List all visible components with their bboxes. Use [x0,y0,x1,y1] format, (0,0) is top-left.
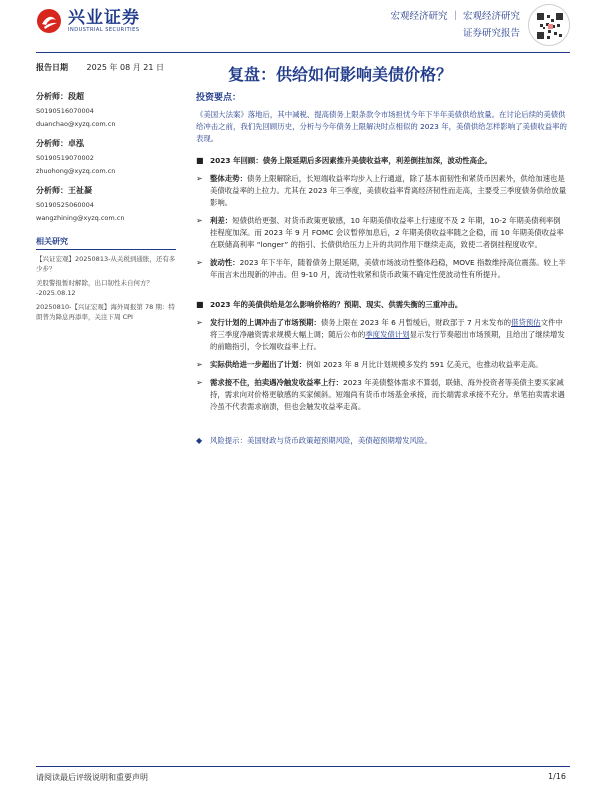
sub-point [196,257,568,281]
analyst-id: S0190519070002 [36,154,94,162]
footer-disclaimer: 请阅读最后评级说明和重要声明 [36,773,148,782]
analyst-block [36,138,176,175]
analyst-name: 分析师：卓泓 [36,139,84,148]
sub-point [196,359,568,371]
report-date [36,62,176,73]
sub-point [196,377,568,413]
left-sidebar [36,62,176,322]
key-point [196,299,568,311]
report-title: 复盘：供给如何影响美债价格？ [228,65,453,84]
sub-point-text: 2023 年美债整体需求不算弱，联储、海外投资者等美债主要买家减持，需求向对价格更敏感的买家倾斜。短端尚有货币市场基金承接，而长端需求承接不充分。单笔拍卖需求遇冷虽不代表需求崩溃，但也会触发收益率走高。 [210,378,565,411]
page-number: 1/16 [548,772,566,781]
sub-point [196,173,568,209]
sub-point-text: 例如 2023 年 8 月比计划规模多发约 591 亿美元，也推动收益率走高。 [306,360,543,369]
bullet-diamond-icon: ◆ [196,436,203,445]
arrow-bullet-icon: ➢ [196,258,203,267]
header-info [390,10,520,41]
bullet-square-icon: ■ [196,300,204,309]
key-point-title: 2023 年回顾：债务上限延期后多因素推升美债收益率，利差倒挂加深，波动性高企。 [210,156,492,165]
analyst-id: S0190516070004 [36,107,94,115]
related-research-item[interactable]: 【兴证宏观】20250813-从关税到通胀，还有多少步？ [36,255,176,273]
qr-code-icon [528,4,570,46]
sub-point-label: 利差： [210,216,233,225]
arrow-bullet-icon: ➢ [196,174,203,183]
company-logo [36,8,140,34]
sub-point-text: 债务上限在 2023 年 6 月暂缓后，财政部于 7 月末发布的 [320,318,511,327]
sub-point-text: 短债供给更强、对货币政策更敏感，10 年期美债收益率上行速度不及 2 年期，10-2 年期美债利率倒挂程度加深。而 2023 年 9 月 FOMC 会议暂停加息后，2 年期美债收益率随之企稳，而 10 年期美债收益率在联储高利率 “longer” 的指引、长债供给压力上升的共同作用下继续走高，致使二者倒挂程度收窄。 [210,216,564,249]
section-title: 投资要点： [196,93,242,103]
sub-point-label: 整体走势： [210,174,247,183]
page-header [0,0,600,50]
header-divider [36,52,570,53]
sub-point [196,317,568,353]
sub-point [196,215,568,251]
sub-point-label: 需求接不住，拍卖遇冷触发收益率上行： [210,378,344,387]
main-content [196,92,568,447]
analyst-id: S0190525060004 [36,201,94,209]
risk-warning [196,435,568,447]
key-point-title: 2023 年的美债供给是怎么影响价格的？预期、现实、供需失衡的三重冲击。 [210,300,463,309]
sub-point-label: 实际供给进一步超出了计划： [210,360,307,369]
analyst-name: 分析师：段超 [36,92,84,101]
date-label: 报告日期 [36,63,68,72]
report-category: 宏观经济研究 ｜ 宏观经济研究 [390,11,520,22]
report-type: 证券研究报告 [462,28,520,39]
borrowing-estimate-link[interactable]: 借贷预估 [511,318,541,327]
analyst-email[interactable]: wangzhining@xyzq.com.cn [36,214,125,222]
sub-point-text: 文件中将三季度净融资需求规模大幅上调；随后公布的 [210,318,563,339]
bullet-square-icon: ■ [196,156,204,165]
arrow-bullet-icon: ➢ [196,216,203,225]
related-research-item[interactable]: 美股警报暂时解除，出口韧性未自何方？ -2025.08.12 [36,279,153,297]
arrow-bullet-icon: ➢ [196,360,203,369]
intro-paragraph: 《美国大法案》落地后，其中减税、提高债务上限条款令市场担忧今年下半年美债供给放量。在讨论后续的美债供给冲击之前，我们先回顾历史，分析与今年债务上限解决时点相似的 2023 年，美债供给怎样影响了美债收益率的表现。 [196,110,567,143]
risk-text: 风险提示：美国财政与货币政策超预期风险，美债超预期增发风险。 [210,436,432,445]
related-research-title: 相关研究 [36,236,176,250]
sub-point-text: 显示发行节奏超出市场预期，且给出了继续增发的前瞻指引，令长端收益率上行。 [210,330,565,351]
analyst-email[interactable]: zhuohong@xyzq.com.cn [36,167,116,175]
date-value: 2025 年 08 月 21 日 [86,63,164,72]
key-point [196,155,568,167]
sub-point-text: 债务上限解除后，长短端收益率均步入上行通道，除了基本面韧性和紧货币因素外，供给加速也是美债收益率的上拉力。尤其在 2023 年三季度，美债收益率背离经济韧性而走高，主要受三季度债务供给放量影响。 [210,174,567,207]
analyst-block [36,185,176,222]
sub-point-label: 发行计划的上调冲击了市场预期： [210,318,321,327]
related-research-item[interactable]: 20250810-【兴证宏观】海外周报第 78 期：特朗普为降息再添率，关注下周 CPI [36,303,175,321]
analyst-block [36,91,176,128]
logo-english-name: INDUSTRIAL SECURITIES [68,27,140,33]
arrow-bullet-icon: ➢ [196,378,203,387]
logo-emblem-icon [36,8,62,34]
sub-point-label: 波动性： [210,258,240,267]
quarterly-refunding-link[interactable]: 季度发债计划 [365,330,410,339]
analyst-email[interactable]: duanchao@xyzq.com.cn [36,120,116,128]
analyst-name: 分析师：王祉凝 [36,186,92,195]
footer-divider [36,766,570,767]
sub-point-text: 2023 年下半年，随着债务上限延期，美债市场波动性整体趋稳，MOVE 指数维持高位震荡。较上半年而言未出现新的冲击。但 9-10 月，流动性收紧和货币政策不确定性使波动性有所提升。 [210,258,566,279]
logo-chinese-name: 兴业证券 [68,8,140,28]
arrow-bullet-icon: ➢ [196,318,203,327]
